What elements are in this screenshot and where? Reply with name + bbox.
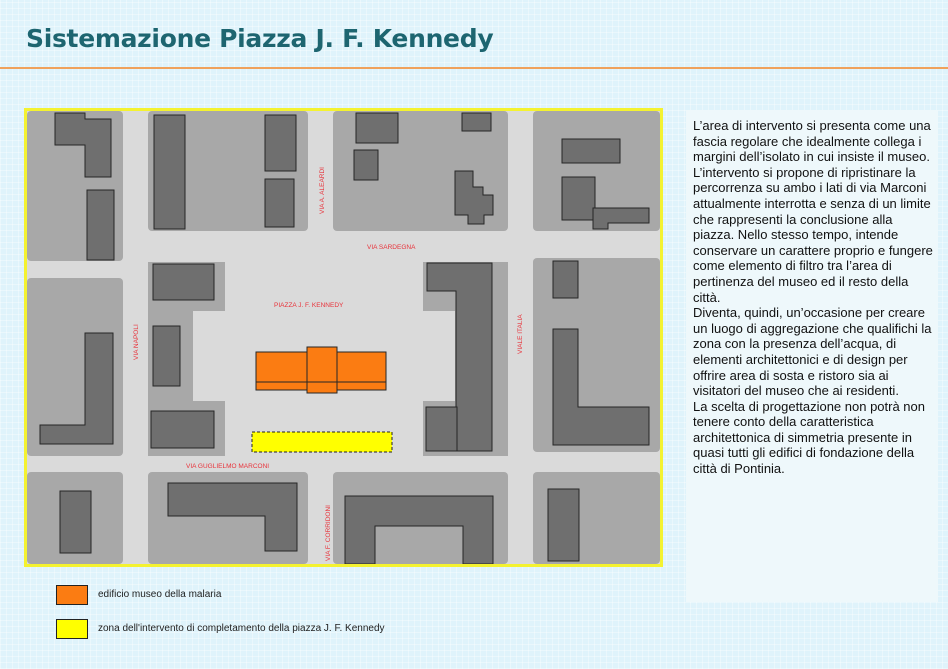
building-e1 bbox=[553, 261, 578, 298]
street-label-via-napoli: VIA NAPOLI bbox=[133, 324, 140, 360]
building-n5 bbox=[354, 150, 378, 180]
site-plan-map bbox=[24, 108, 663, 567]
building-sw bbox=[60, 491, 91, 553]
street-label-via-sardegna: VIA SARDEGNA bbox=[367, 244, 416, 251]
building-n3 bbox=[265, 179, 294, 227]
building-n1 bbox=[154, 115, 185, 229]
building-n2 bbox=[265, 115, 296, 171]
street-label-viale-italia: VIALE ITALIA bbox=[517, 314, 524, 354]
building-w2 bbox=[153, 326, 180, 386]
title-divider bbox=[0, 67, 948, 69]
building-ne1 bbox=[562, 139, 620, 163]
page-title: Sistemazione Piazza J. F. Kennedy bbox=[26, 24, 494, 53]
museum-swatch bbox=[56, 585, 88, 605]
museum-building bbox=[256, 347, 386, 393]
street-label-via-aleardi: VIA A. ALEARDI bbox=[319, 167, 326, 214]
building-nw-tall bbox=[87, 190, 114, 260]
building-w1 bbox=[153, 264, 214, 300]
street-label-via-corridoni: VIA F. CORRIDONI bbox=[325, 505, 332, 561]
street-label-via-marconi: VIA GUGLIELMO MARCONI bbox=[186, 463, 270, 470]
street-label-piazza: PIAZZA J. F. KENNEDY bbox=[274, 302, 344, 309]
legend-label-intervention: zona dell'intervento di completamento della piazza J. F. Kennedy bbox=[98, 623, 385, 634]
building-ne2 bbox=[562, 177, 595, 220]
description-paragraph: La scelta di progettazione non potrà non tenere conto della caratteristica architettonica di simmetria presente in quasi tutti gli edifici di fondazione della città di Pontinia. bbox=[693, 398, 926, 477]
description-panel bbox=[686, 110, 938, 602]
description-paragraph: L’area di intervento si presenta come una fascia regolare che idealmente collega i margini dell’isolato in cui insiste il museo. L’intervento si propone di ripristinare la percorrenza su ambo i lati di via Marconi attualmente interrotta e senza di un limite che rappresenti la conclusione alla piazza. Nello stesso tempo, intende conservare un carattere proprio e fungere come elemento di filtro tra l’area di pertinenza del museo ed il resto della città. bbox=[693, 118, 933, 305]
intervention-swatch bbox=[56, 619, 88, 639]
legend-label-museum: edificio museo della malaria bbox=[98, 589, 222, 600]
building-w3 bbox=[151, 411, 214, 448]
intervention-zone bbox=[252, 432, 392, 452]
description-paragraph: Diventa, quindi, un’occasione per creare un luogo di aggregazione che qualifichi la zona con la presenza dell’acqua, di elementi architettonici e di design per offrire area di sosta e ristoro sia ai visitatori del museo che ai residenti. bbox=[693, 305, 932, 399]
building-e-bottom bbox=[426, 407, 457, 451]
site-plan-drawing bbox=[27, 111, 660, 564]
building-se bbox=[548, 489, 579, 561]
building-n4 bbox=[356, 113, 398, 143]
building-n6 bbox=[462, 113, 491, 131]
